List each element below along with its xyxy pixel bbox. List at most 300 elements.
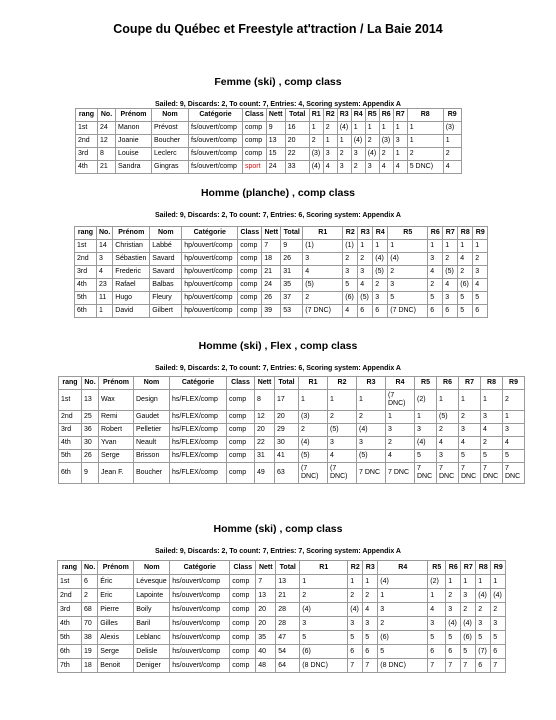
table-cell: 3rd bbox=[75, 266, 97, 279]
table-cell: Joanie bbox=[116, 135, 152, 148]
table-cell: 4 bbox=[443, 161, 461, 174]
table-cell: 5 bbox=[388, 292, 428, 305]
table-cell: (4) bbox=[365, 148, 379, 161]
table-cell: 15 bbox=[266, 148, 285, 161]
table-cell: 1 bbox=[97, 305, 113, 318]
table-cell: 1 bbox=[328, 390, 357, 411]
table-cell: 1 bbox=[476, 575, 491, 589]
table-cell: 3 bbox=[378, 603, 428, 617]
column-header: R7 bbox=[461, 561, 476, 575]
column-header: rang bbox=[76, 109, 98, 122]
table-cell: (5) bbox=[328, 424, 357, 437]
table-cell: 8 bbox=[98, 148, 116, 161]
table-cell: 20 bbox=[285, 135, 309, 148]
table-cell: 6 bbox=[373, 305, 388, 318]
table-cell: comp bbox=[230, 645, 256, 659]
table-cell: comp bbox=[243, 135, 267, 148]
column-header: Total bbox=[276, 561, 300, 575]
table-row bbox=[58, 645, 506, 659]
table-cell: (4) bbox=[461, 617, 476, 631]
table-cell: 9 bbox=[82, 463, 99, 484]
table-header-row bbox=[75, 227, 488, 240]
table-cell: 5 bbox=[300, 631, 348, 645]
table-cell: (5) bbox=[437, 411, 459, 424]
section-title: Homme (planche) , comp class bbox=[200, 187, 356, 199]
table-cell: 1 bbox=[458, 240, 473, 253]
table-cell: 4 bbox=[481, 424, 503, 437]
column-header: Prénom bbox=[113, 227, 150, 240]
table-cell: hs/ouvert/comp bbox=[170, 645, 230, 659]
table-cell: 47 bbox=[276, 631, 300, 645]
table-cell: 2 bbox=[351, 161, 365, 174]
table-cell: 24 bbox=[266, 161, 285, 174]
table-cell: 5 bbox=[446, 631, 461, 645]
table-cell: 1st bbox=[75, 240, 97, 253]
table-cell: (7 DNC) bbox=[388, 305, 428, 318]
table-cell: 2 bbox=[473, 253, 488, 266]
table-cell: 1 bbox=[373, 240, 388, 253]
table-cell: 4 bbox=[363, 603, 378, 617]
table-row bbox=[76, 161, 462, 174]
table-cell: 28 bbox=[276, 617, 300, 631]
table-cell: 5th bbox=[75, 292, 97, 305]
table-cell: Éric bbox=[98, 575, 134, 589]
table-cell: comp bbox=[230, 575, 256, 589]
column-header: R4 bbox=[378, 561, 428, 575]
table-cell: hs/FLEX/comp bbox=[170, 424, 227, 437]
table-cell: (7 DNC) bbox=[328, 463, 357, 484]
table-cell: 70 bbox=[82, 617, 98, 631]
table-cell: 24 bbox=[98, 122, 116, 135]
column-header: R8 bbox=[481, 377, 503, 390]
table-cell: 30 bbox=[82, 437, 99, 450]
table-cell: (7 DNC) bbox=[386, 390, 415, 411]
table-cell: 26 bbox=[281, 253, 303, 266]
table-cell: 9 bbox=[281, 240, 303, 253]
table-cell: 4 bbox=[443, 279, 458, 292]
table-cell: 4 bbox=[458, 253, 473, 266]
table-cell: 38 bbox=[82, 631, 98, 645]
column-header: R3 bbox=[358, 227, 373, 240]
table-cell: 4 bbox=[459, 437, 481, 450]
table-cell: 2 bbox=[373, 279, 388, 292]
table-cell: 4 bbox=[358, 279, 373, 292]
page-title: Coupe du Québec et Freestyle at'traction / La Baie 2014 bbox=[113, 22, 443, 36]
table-cell: 1 bbox=[443, 240, 458, 253]
table-cell: 6 bbox=[491, 645, 506, 659]
table-cell: (6) bbox=[461, 631, 476, 645]
table-cell: 3 bbox=[459, 424, 481, 437]
table-cell: 2 bbox=[428, 279, 443, 292]
table-cell: 5 bbox=[428, 631, 446, 645]
column-header: R1 bbox=[299, 377, 328, 390]
table-cell: 4th bbox=[75, 279, 97, 292]
column-header: Total bbox=[285, 109, 309, 122]
table-cell: Baril bbox=[134, 617, 170, 631]
table-cell: 2 bbox=[476, 603, 491, 617]
table-cell: 54 bbox=[276, 645, 300, 659]
table-cell: 5th bbox=[59, 450, 82, 463]
table-cell: 1 bbox=[407, 135, 443, 148]
column-header: R1 bbox=[303, 227, 343, 240]
column-header: Nom bbox=[150, 227, 182, 240]
column-header: No. bbox=[97, 227, 113, 240]
table-cell: 1st bbox=[58, 575, 82, 589]
table-cell: Pierre bbox=[98, 603, 134, 617]
table-cell: comp bbox=[227, 424, 255, 437]
column-header: R3 bbox=[363, 561, 378, 575]
table-cell: 4 bbox=[437, 437, 459, 450]
table-cell: 2 bbox=[343, 253, 358, 266]
table-cell: 6th bbox=[59, 463, 82, 484]
column-header: No. bbox=[98, 109, 116, 122]
table-cell: 1 bbox=[446, 575, 461, 589]
table-row bbox=[59, 450, 525, 463]
table-cell: Yvan bbox=[99, 437, 134, 450]
table-cell: 35 bbox=[256, 631, 276, 645]
table-cell: (4) bbox=[388, 253, 428, 266]
table-cell: 4th bbox=[58, 617, 82, 631]
column-header: Nom bbox=[152, 109, 189, 122]
table-cell: 2 bbox=[300, 589, 348, 603]
table-cell: (4) bbox=[300, 603, 348, 617]
table-cell: 7 DNC bbox=[459, 463, 481, 484]
table-cell: comp bbox=[227, 463, 255, 484]
table-cell: 2nd bbox=[59, 411, 82, 424]
table-cell: 2 bbox=[407, 148, 443, 161]
table-cell: hs/ouvert/comp bbox=[170, 589, 230, 603]
column-header: R9 bbox=[503, 377, 525, 390]
table-cell: Remi bbox=[99, 411, 134, 424]
table-cell: 2 bbox=[299, 424, 328, 437]
table-cell: comp bbox=[230, 589, 256, 603]
table-cell: 3 bbox=[357, 437, 386, 450]
table-cell: hs/ouvert/comp bbox=[170, 575, 230, 589]
table-cell: 2 bbox=[309, 135, 323, 148]
table-cell: 3 bbox=[491, 617, 506, 631]
column-header: R5 bbox=[388, 227, 428, 240]
table-cell: 6 bbox=[428, 305, 443, 318]
table-cell: hp/ouvert/comp bbox=[182, 305, 238, 318]
table-cell: 2 bbox=[437, 424, 459, 437]
table-cell: 5 bbox=[348, 631, 363, 645]
table-header-row bbox=[59, 377, 525, 390]
table-cell: Wax bbox=[99, 390, 134, 411]
column-header: Catégorie bbox=[182, 227, 238, 240]
table-row bbox=[75, 253, 488, 266]
table-cell: (5) bbox=[299, 450, 328, 463]
table-cell: Serge bbox=[99, 450, 134, 463]
table-cell: Jean F. bbox=[99, 463, 134, 484]
table-cell: hs/FLEX/comp bbox=[170, 450, 227, 463]
table-cell: Fleury bbox=[150, 292, 182, 305]
table-cell: 2 bbox=[363, 589, 378, 603]
table-row bbox=[75, 240, 488, 253]
column-header: R2 bbox=[328, 377, 357, 390]
table-cell: Leclerc bbox=[152, 148, 189, 161]
table-cell: 1 bbox=[428, 589, 446, 603]
table-cell: 1 bbox=[386, 411, 415, 424]
table-cell: (1) bbox=[343, 240, 358, 253]
table-cell: 1 bbox=[299, 390, 328, 411]
table-cell: David bbox=[113, 305, 150, 318]
table-cell: 40 bbox=[256, 645, 276, 659]
table-cell: 7 bbox=[262, 240, 281, 253]
column-header: rang bbox=[58, 561, 82, 575]
table-row bbox=[59, 437, 525, 450]
table-cell: 11 bbox=[97, 292, 113, 305]
column-header: R5 bbox=[428, 561, 446, 575]
table-cell: (3) bbox=[299, 411, 328, 424]
table-cell: hs/FLEX/comp bbox=[170, 390, 227, 411]
table-cell: 1 bbox=[300, 575, 348, 589]
table-cell: 1 bbox=[428, 240, 443, 253]
table-cell: 1st bbox=[59, 390, 82, 411]
table-cell: comp bbox=[243, 122, 267, 135]
table-cell: (7) bbox=[476, 645, 491, 659]
table-cell: Design bbox=[134, 390, 170, 411]
table-cell: hs/FLEX/comp bbox=[170, 411, 227, 424]
table-cell: 6 bbox=[363, 645, 378, 659]
table-cell: Alexis bbox=[98, 631, 134, 645]
table-cell: Louise bbox=[116, 148, 152, 161]
table-cell: (2) bbox=[415, 390, 437, 411]
table-cell: 19 bbox=[82, 645, 98, 659]
table-row bbox=[76, 122, 462, 135]
table-cell: 3 bbox=[428, 253, 443, 266]
table-cell: Manon bbox=[116, 122, 152, 135]
table-cell: 4 bbox=[97, 266, 113, 279]
table-cell: hs/FLEX/comp bbox=[170, 437, 227, 450]
table-cell: 2 bbox=[365, 135, 379, 148]
table-cell: 4th bbox=[59, 437, 82, 450]
table-cell: 26 bbox=[262, 292, 281, 305]
column-header: R6 bbox=[437, 377, 459, 390]
table-cell: Serge bbox=[98, 645, 134, 659]
table-cell: (6) bbox=[378, 631, 428, 645]
table-cell: 5 bbox=[458, 292, 473, 305]
table-cell: 3 bbox=[386, 424, 415, 437]
table-cell: 13 bbox=[82, 390, 99, 411]
table-cell: 4 bbox=[323, 161, 337, 174]
table-cell: (4) bbox=[351, 135, 365, 148]
table-cell: 1 bbox=[323, 135, 337, 148]
section-subtitle: Sailed: 9, Discards: 2, To count: 7, Entries: 6, Scoring system: Appendix A bbox=[155, 365, 401, 372]
column-header: Nett bbox=[255, 377, 275, 390]
table-cell: Deniger bbox=[134, 659, 170, 673]
table-cell: 7th bbox=[58, 659, 82, 673]
table-cell: 7 DNC bbox=[415, 463, 437, 484]
column-header: Catégorie bbox=[170, 377, 227, 390]
table-row bbox=[76, 148, 462, 161]
table-cell: Savard bbox=[150, 266, 182, 279]
table-cell: Gilbert bbox=[150, 305, 182, 318]
table-cell: Neault bbox=[134, 437, 170, 450]
table-cell: 35 bbox=[281, 279, 303, 292]
table-cell: 21 bbox=[98, 161, 116, 174]
table-cell: 20 bbox=[275, 411, 299, 424]
table-row bbox=[75, 292, 488, 305]
table-cell: Delisle bbox=[134, 645, 170, 659]
table-cell: 7 DNC bbox=[386, 463, 415, 484]
table-cell: (4) bbox=[337, 122, 351, 135]
table-cell: 64 bbox=[276, 659, 300, 673]
table-cell: 5 bbox=[473, 292, 488, 305]
table-cell: fs/ouvert/comp bbox=[189, 135, 243, 148]
table-cell: (8 DNC) bbox=[378, 659, 428, 673]
table-cell: comp bbox=[238, 253, 262, 266]
table-cell: Gilles bbox=[98, 617, 134, 631]
table-cell: 2 bbox=[443, 148, 461, 161]
table-cell: 14 bbox=[97, 240, 113, 253]
table-cell: Lévesque bbox=[134, 575, 170, 589]
table-row bbox=[58, 617, 506, 631]
table-cell: 25 bbox=[82, 411, 99, 424]
column-header: Prénom bbox=[99, 377, 134, 390]
table-cell: 2 bbox=[386, 437, 415, 450]
table-cell: 13 bbox=[256, 589, 276, 603]
table-cell: Savard bbox=[150, 253, 182, 266]
table-cell: 48 bbox=[256, 659, 276, 673]
table-row bbox=[58, 603, 506, 617]
table-cell: Sandra bbox=[116, 161, 152, 174]
table-cell: 6 bbox=[443, 305, 458, 318]
table-cell: 5 bbox=[415, 450, 437, 463]
table-cell: 30 bbox=[275, 437, 299, 450]
table-cell: 3 bbox=[446, 603, 461, 617]
table-cell: 1 bbox=[459, 390, 481, 411]
column-header: R7 bbox=[443, 227, 458, 240]
table-cell: 4 bbox=[393, 161, 407, 174]
table-cell: 31 bbox=[255, 450, 275, 463]
table-cell: 3 bbox=[343, 266, 358, 279]
table-cell: 2 bbox=[446, 589, 461, 603]
table-cell: 3 bbox=[323, 148, 337, 161]
table-cell: comp bbox=[230, 659, 256, 673]
table-cell: 1 bbox=[491, 575, 506, 589]
table-cell: 3rd bbox=[59, 424, 82, 437]
column-header: R7 bbox=[393, 109, 407, 122]
column-header: Prénom bbox=[116, 109, 152, 122]
table-cell: 20 bbox=[255, 424, 275, 437]
table-cell: 5 bbox=[491, 631, 506, 645]
column-header: Nett bbox=[256, 561, 276, 575]
table-cell: fs/ouvert/comp bbox=[189, 122, 243, 135]
table-cell: Balbas bbox=[150, 279, 182, 292]
table-cell: hs/FLEX/comp bbox=[170, 463, 227, 484]
table-cell: Hugo bbox=[113, 292, 150, 305]
table-header-row bbox=[58, 561, 506, 575]
table-cell: (3) bbox=[443, 122, 461, 135]
table-cell: Sébastien bbox=[113, 253, 150, 266]
table-cell: 1 bbox=[378, 589, 428, 603]
table-cell: Boucher bbox=[152, 135, 189, 148]
table-cell: 1 bbox=[337, 135, 351, 148]
table-cell: (4) bbox=[373, 253, 388, 266]
table-cell: Christian bbox=[113, 240, 150, 253]
column-header: Nom bbox=[134, 377, 170, 390]
table-cell: 24 bbox=[262, 279, 281, 292]
table-cell: 6 bbox=[473, 305, 488, 318]
table-cell: 1 bbox=[348, 575, 363, 589]
table-cell: 6 bbox=[476, 659, 491, 673]
table-cell: 49 bbox=[255, 463, 275, 484]
table-cell: (4) bbox=[446, 617, 461, 631]
table-cell: 3 bbox=[300, 617, 348, 631]
column-header: R8 bbox=[476, 561, 491, 575]
table-cell: 2 bbox=[459, 411, 481, 424]
table-cell: Labbé bbox=[150, 240, 182, 253]
table-cell: comp bbox=[227, 390, 255, 411]
table-cell: hp/ouvert/comp bbox=[182, 279, 238, 292]
table-cell: 2 bbox=[358, 253, 373, 266]
table-cell: hp/ouvert/comp bbox=[182, 266, 238, 279]
table-row bbox=[59, 463, 525, 484]
table-row bbox=[58, 659, 506, 673]
table-cell: 2 bbox=[461, 603, 476, 617]
table-cell: hp/ouvert/comp bbox=[182, 292, 238, 305]
table-cell: 2 bbox=[481, 437, 503, 450]
table-cell: 5 bbox=[481, 450, 503, 463]
table-cell: Brisson bbox=[134, 450, 170, 463]
table-cell: 6 bbox=[82, 575, 98, 589]
table-cell: 7 DNC bbox=[437, 463, 459, 484]
table-cell: fs/ouvert/comp bbox=[189, 161, 243, 174]
column-header: R2 bbox=[323, 109, 337, 122]
table-cell: 13 bbox=[276, 575, 300, 589]
table-cell: 7 bbox=[363, 659, 378, 673]
column-header: R6 bbox=[379, 109, 393, 122]
table-cell: 3 bbox=[337, 161, 351, 174]
table-cell: comp bbox=[238, 305, 262, 318]
table-cell: 5 bbox=[458, 305, 473, 318]
table-cell: 22 bbox=[285, 148, 309, 161]
table-cell: 18 bbox=[262, 253, 281, 266]
column-header: R6 bbox=[428, 227, 443, 240]
table-cell: 1 bbox=[309, 122, 323, 135]
table-cell: 7 bbox=[491, 659, 506, 673]
column-header: R5 bbox=[365, 109, 379, 122]
table-cell: 1st bbox=[76, 122, 98, 135]
table-cell: 3 bbox=[358, 266, 373, 279]
table-cell: hs/ouvert/comp bbox=[170, 659, 230, 673]
table-cell: fs/ouvert/comp bbox=[189, 148, 243, 161]
table-cell: (5) bbox=[357, 450, 386, 463]
table-cell: 1 bbox=[481, 390, 503, 411]
table-cell: 7 bbox=[428, 659, 446, 673]
column-header: R2 bbox=[348, 561, 363, 575]
table-cell: 3 bbox=[443, 292, 458, 305]
table-cell: 9 bbox=[266, 122, 285, 135]
table-cell: 4 bbox=[428, 266, 443, 279]
table-cell: 20 bbox=[256, 617, 276, 631]
table-row bbox=[58, 631, 506, 645]
table-cell: 1 bbox=[503, 411, 525, 424]
column-header: No. bbox=[82, 561, 98, 575]
table-cell: 3 bbox=[388, 279, 428, 292]
table-cell: (8 DNC) bbox=[300, 659, 348, 673]
results-table bbox=[75, 108, 462, 174]
section-title: Homme (ski) , comp class bbox=[213, 523, 343, 535]
table-cell: hp/ouvert/comp bbox=[182, 253, 238, 266]
column-header: R8 bbox=[407, 109, 443, 122]
table-cell: 4 bbox=[379, 161, 393, 174]
table-cell: Pelletier bbox=[134, 424, 170, 437]
table-cell: (6) bbox=[458, 279, 473, 292]
table-cell: 1 bbox=[388, 240, 428, 253]
column-header: Nett bbox=[262, 227, 281, 240]
table-cell: Rafael bbox=[113, 279, 150, 292]
